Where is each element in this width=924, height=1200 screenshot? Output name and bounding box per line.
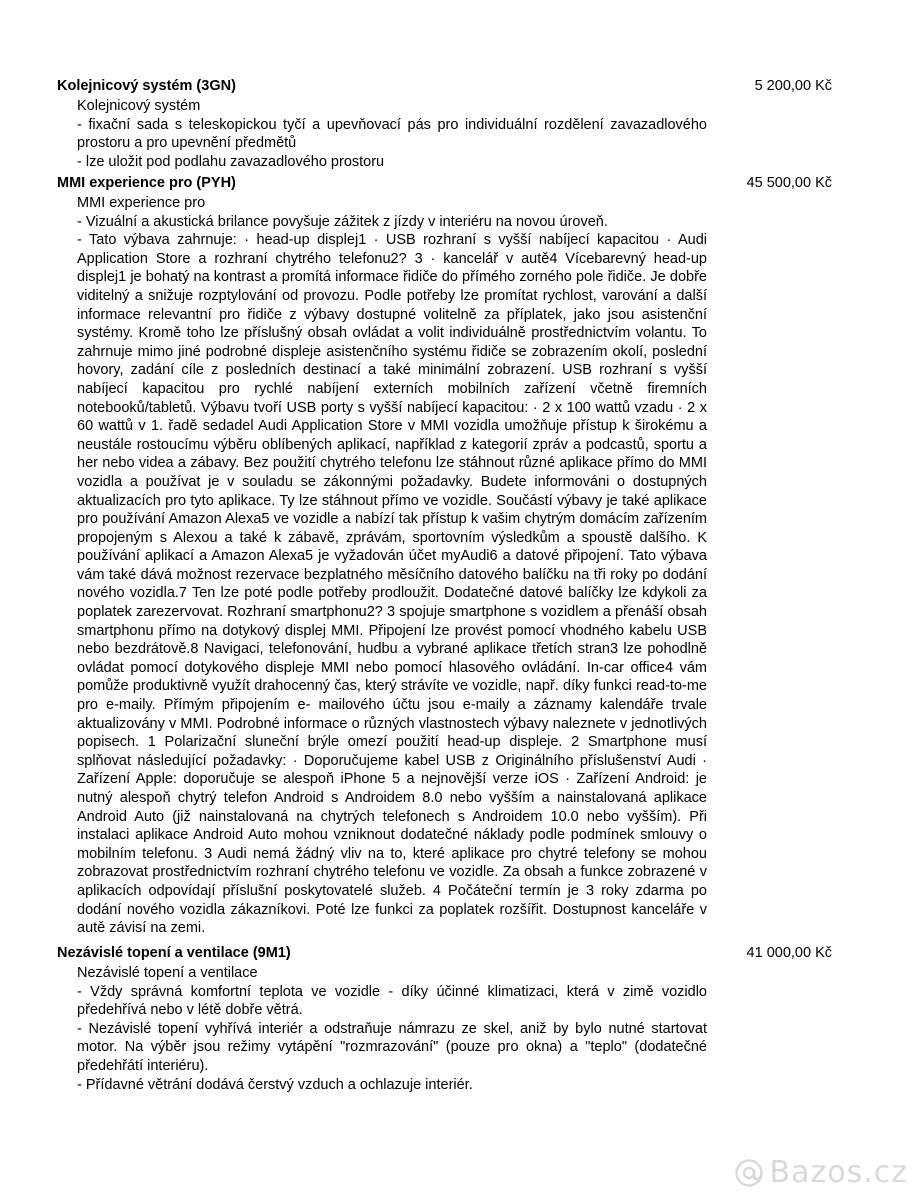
bazos-watermark bbox=[734, 1155, 908, 1190]
item-title: Kolejnicový systém (3GN) bbox=[57, 78, 236, 94]
item-subtitle: MMI experience pro bbox=[77, 195, 206, 211]
watermark-text: Bazos.cz bbox=[769, 1155, 908, 1190]
item-header bbox=[57, 943, 847, 964]
equipment-item-kolejnicovy-system bbox=[57, 76, 847, 171]
item-paragraph: - Přídavné větrání dodává čerstvý vzduch a ochlazuje interiér. bbox=[77, 1076, 473, 1093]
item-header bbox=[57, 173, 847, 194]
item-subtitle: Nezávislé topení a ventilace bbox=[77, 965, 258, 981]
equipment-item-mmi-experience-pro bbox=[57, 173, 847, 938]
item-paragraph: - fixační sada s teleskopickou tyčí a upevňovací pás pro individuální rozdělení zavazadlového prostoru a pro upevnění předmětů bbox=[77, 116, 707, 152]
equipment-item-nezavisle-topeni bbox=[57, 943, 847, 1094]
at-sign-icon bbox=[734, 1158, 764, 1188]
item-paragraph: - Vždy správná komfortní teplota ve vozidle - díky účinné klimatizaci, která v zimě vozidlo předehřívá nebo v létě dobře větrá. bbox=[77, 983, 707, 1019]
item-paragraph: - lze uložit pod podlahu zavazadlového prostoru bbox=[77, 153, 385, 170]
item-paragraph: - Nezávislé topení vyhřívá interiér a odstraňuje námrazu ze skel, aniž by bylo nutné startovat motor. Na výběr jsou režimy vytápění "rozmrazování" (pouze pro okna) a "teplo" (dodatečné předehřátí interiéru). bbox=[77, 1020, 707, 1074]
item-header bbox=[57, 76, 847, 97]
item-paragraph: - Vizuální a akustická brilance povyšuje zážitek z jízdy v interiéru na novou úroveň. bbox=[77, 213, 608, 230]
item-description bbox=[77, 194, 707, 938]
item-description bbox=[77, 964, 707, 1094]
item-price: 45 500,00 Kč bbox=[746, 175, 832, 191]
item-title: MMI experience pro (PYH) bbox=[57, 175, 236, 191]
item-price: 41 000,00 Kč bbox=[746, 945, 832, 961]
item-description bbox=[77, 97, 707, 171]
item-price: 5 200,00 Kč bbox=[754, 78, 832, 94]
item-paragraph: - Tato výbava zahrnuje: · head-up displej1 · USB rozhraní s vyšší nabíjecí kapacitou · Audi Application Store a rozhraní chytrého telefonu2? 3 · kancelář v autě4 Vícebarevný head-up displej1 je bohatý na kontrast a promítá informace řidiče do přímého zorného pole řidiče. Je dobře viditelný a snižuje rozptylování od provozu. Podle potřeby lze promítat rychlost, varování a další informace relevantní pro řidiče z výbavy dostupné volitelně za příplatek, jako jsou asistenční systémy. Kromě toho lze příslušný obsah ovládat a volit individuálně prostřednictvím volantu. To zahrnuje mimo jiné podrobné displeje asistenčního systému řidiče se zobrazením okolí, poslední hovory, zadání cíle z posledních destinací a také minimální zobrazení. USB rozhraní s vyšší nabíjecí kapacitou pro rychlé nabíjení externích mobilních zařízení včetně firemních notebooků/tabletů. Výbavu tvoří USB porty s vyšší nabíjecí kapacitou: · 2 x 100 wattů vzadu · 2 x 60 wattů v 1. řadě sedadel Audi Application Store v MMI vozidla umožňuje přístup k širokému a neustále rostoucímu výběru oblíbených aplikací, například z kategorií zpráv a podcastů, sportu a her nebo videa a zábavy. Bez použití chytrého telefonu lze stáhnout různé aplikace přímo do MMI vozidla a používat je v souladu se zákonnými požadavky. Budete informováni o dostupných aktualizacích pro tyto aplikace. Ty lze stáhnout přímo ve vozidle. Součástí výbavy je také aplikace pro používání Amazon Alexa5 ve vozidle a nabízí tak přístup k vašim chytrým domácím zařízením propojeným s Alexou a také k zábavě, zprávám, sportovním výsledkům a spoustě dalšího. K používání aplikací a Amazon Alexa5 je vyžadován účet myAudi6 a datové připojení. Tato výbava vám také dává možnost rezervace bezplatného měsíčního datového balíčku na tři roky po dodání nového vozidla.7 Ten lze poté podle potřeby prodloužit. Dodatečné datové balíčky lze kdykoli za poplatek zarezervovat. Rozhraní smartphonu2? 3 spojuje smartphone s vozidlem a přenáší obsah smartphonu přímo na dotykový displej MMI. Připojení lze provést pomocí vhodného kabelu USB nebo bezdrátově.8 Navigaci, telefonování, hudbu a vybrané aplikace třetích stran3 lze pohodlně ovládat pomocí dotykového displeje MMI nebo pomocí hlasového ovládání. In-car office4 vám pomůže produktivně využít drahocenný čas, který strávíte ve vozidle, např. díky funkci read-to-me pro e-maily. Přímým připojením e- mailového účtu jsou e-maily a záznamy kalendáře trvale aktualizovány v MMI. Podrobné informace o různých vlastnostech výbavy naleznete v jednotlivých popisech. 1 Polarizační sluneční brýle omezí použití head-up displeje. 2 Smartphone musí splňovat následující požadavky: · Doporučujeme kabel USB z Originálního příslušenství Audi · Zařízení Apple: doporučuje se alespoň iPhone 5 a nejnovější verze iOS · Zařízení Android: je nutný alespoň chytrý telefon Android s Androidem 8.0 nebo vyšším a nainstalovaná aplikace Android Auto (již nainstalovaná na chytrých telefonech s Androidem 10.0 nebo vyšším). Při instalaci aplikace Android Auto mohou vzniknout dodatečné náklady podle podmínek smlouvy o mobilním telefonu. 3 Audi nemá žádný vliv na to, které aplikace pro chytré telefony se mohou zobrazovat prostřednictvím rozhraní chytrého telefonu ve vozidle. Za obsah a funkce zobrazené v aplikacích odpovídají příslušní poskytovatelé služeb. 4 Počáteční termín je 3 roky zdarma po dodání nového vozidla zákazníkovi. Poté lze funkci za poplatek rozšířit. Dostupnost kanceláře v autě závisí na zemi. bbox=[77, 232, 707, 937]
item-title: Nezávislé topení a ventilace (9M1) bbox=[57, 945, 291, 961]
item-subtitle: Kolejnicový systém bbox=[77, 98, 201, 114]
